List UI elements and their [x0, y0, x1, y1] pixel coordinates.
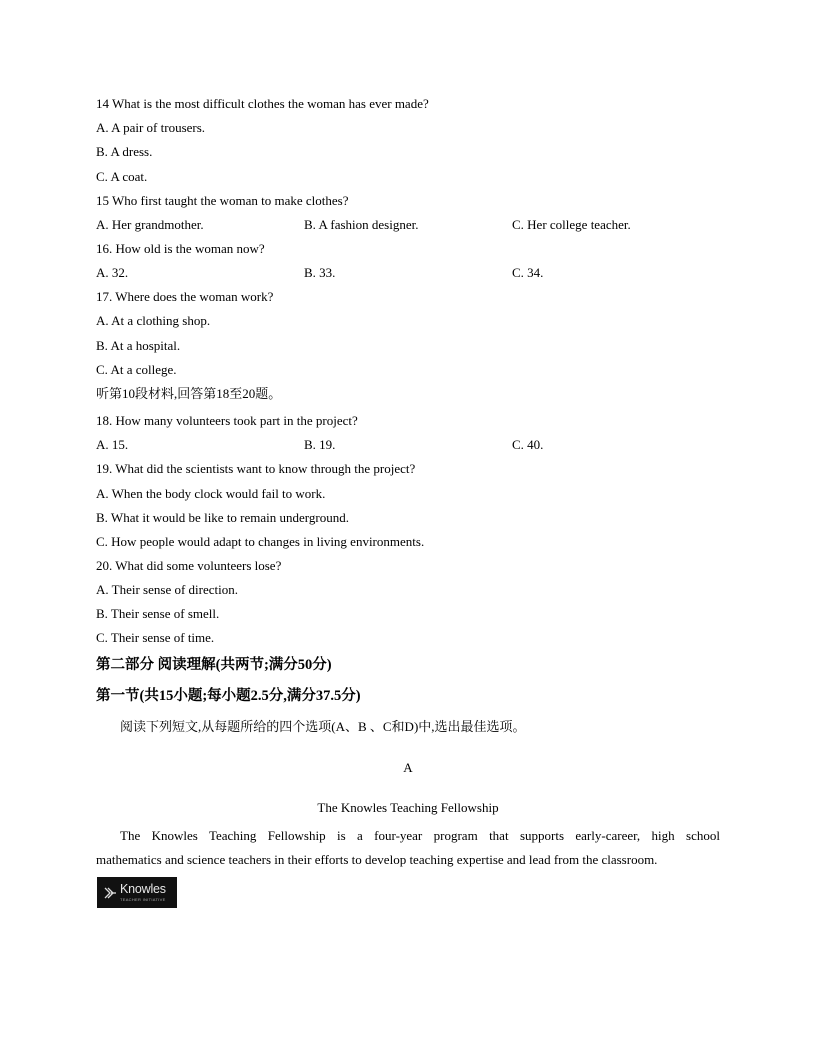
question-17-option-b: B. At a hospital.: [96, 338, 181, 353]
question-19-option-b: B. What it would be like to remain underground.: [96, 510, 349, 525]
question-17-option-a: A. At a clothing shop.: [96, 313, 211, 328]
passage-paragraph-line-2: mathematics and science teachers in their efforts to develop teaching expertise and lead from the classroom.: [96, 852, 658, 867]
question-16-option-b: B. 33.: [304, 265, 336, 280]
question-20-option-b: B. Their sense of smell.: [96, 606, 220, 621]
knowles-logo: [97, 877, 177, 908]
question-20-stem: 20. What did some volunteers lose?: [96, 558, 282, 573]
question-17-stem: 17. Where does the woman work?: [96, 289, 274, 304]
question-16-option-c: C. 34.: [512, 265, 544, 280]
question-19-option-a: A. When the body clock would fail to work.: [96, 486, 326, 501]
question-15-option-c: C. Her college teacher.: [512, 217, 631, 232]
question-14-stem: 14 What is the most difficult clothes the woman has ever made?: [96, 96, 429, 111]
section-one-heading: 第一节(共15小题;每小题2.5分,满分37.5分): [96, 688, 361, 704]
question-19-stem: 19. What did the scientists want to know through the project?: [96, 461, 416, 476]
question-14-option-b: B. A dress.: [96, 144, 153, 159]
knowles-leaf-icon: [103, 886, 117, 900]
question-18-option-a: A. 15.: [96, 437, 129, 452]
question-14-option-c: C. A coat.: [96, 169, 148, 184]
passage-title: The Knowles Teaching Fellowship: [317, 800, 499, 815]
question-14-option-a: A. A pair of trousers.: [96, 120, 206, 135]
question-18-option-c: C. 40.: [512, 437, 544, 452]
question-20-option-a: A. Their sense of direction.: [96, 582, 238, 597]
reading-instruction: 阅读下列短文,从每题所给的四个选项(A、B 、C和D)中,选出最佳选项。: [120, 719, 526, 734]
part-two-heading: 第二部分 阅读理解(共两节;满分50分): [96, 657, 332, 673]
question-18-option-b: B. 19.: [304, 437, 336, 452]
question-15-stem: 15 Who first taught the woman to make clothes?: [96, 193, 349, 208]
logo-text: Knowles: [120, 882, 166, 897]
passage-paragraph-line-1: The Knowles Teaching Fellowship is a four-year program that supports early-career, high school: [120, 828, 720, 843]
logo-subtext: TEACHER INITIATIVE: [120, 896, 166, 902]
passage-letter: A: [403, 760, 413, 775]
question-16-stem: 16. How old is the woman now?: [96, 241, 265, 256]
question-15-option-b: B. A fashion designer.: [304, 217, 419, 232]
passage-paragraph: [96, 824, 720, 872]
question-19-option-c: C. How people would adapt to changes in living environments.: [96, 534, 425, 549]
listening-instruction: 听第10段材料,回答第18至20题。: [96, 386, 282, 401]
question-20-option-c: C. Their sense of time.: [96, 630, 215, 645]
question-18-stem: 18. How many volunteers took part in the project?: [96, 413, 358, 428]
question-17-option-c: C. At a college.: [96, 362, 177, 377]
question-16-option-a: A. 32.: [96, 265, 129, 280]
question-15-option-a: A. Her grandmother.: [96, 217, 204, 232]
